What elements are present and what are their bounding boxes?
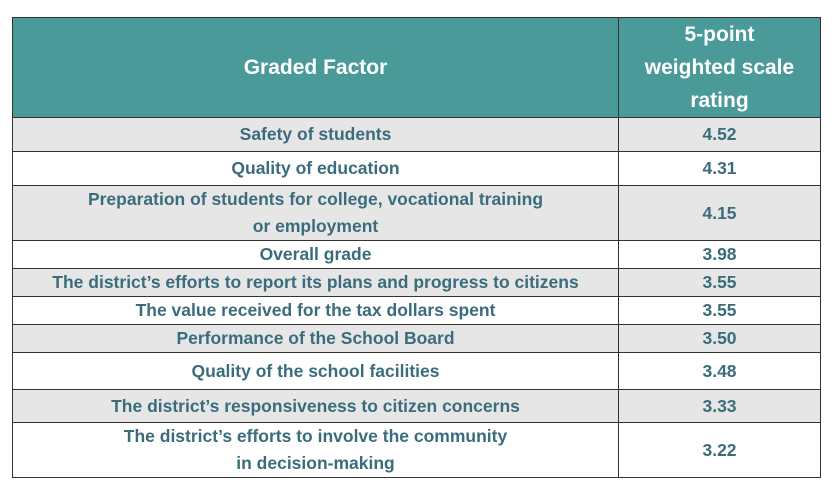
factor-cell [13,186,619,241]
rating-cell: 3.33 [619,390,821,423]
factor-line-2: in decision-making [236,453,395,473]
rating-cell: 3.55 [619,269,821,297]
factor-cell: The value received for the tax dollars spent [13,297,619,325]
factor-cell: Quality of education [13,152,619,186]
factor-cell: The district’s efforts to report its plans and progress to citizens [13,269,619,297]
factor-line-2: or employment [252,216,379,236]
rating-cell: 3.48 [619,353,821,390]
rating-cell: 4.15 [619,186,821,241]
table-row [13,423,821,478]
factor-cell [13,423,619,478]
header-graded-factor: Graded Factor [13,18,619,118]
table-row [13,118,821,152]
rating-cell: 3.22 [619,423,821,478]
table-row [13,269,821,297]
rating-cell: 4.31 [619,152,821,186]
rating-cell: 3.50 [619,325,821,353]
rating-cell: 3.98 [619,241,821,269]
table-row [13,297,821,325]
header-rating-line-2: weighted scale [644,56,795,79]
rating-cell: 3.55 [619,297,821,325]
header-rating [619,18,821,118]
factor-cell: Overall grade [13,241,619,269]
table-row [13,241,821,269]
factor-cell: The district’s responsiveness to citizen concerns [13,390,619,423]
header-rating-line-3: rating [690,89,749,112]
table-row [13,152,821,186]
header-rating-line-1: 5-point [684,23,755,46]
table-header-row [13,18,821,118]
table-row [13,325,821,353]
rating-cell: 4.52 [619,118,821,152]
factor-line-1: Preparation of students for college, vocational training [87,189,544,209]
factor-cell: Quality of the school facilities [13,353,619,390]
graded-factors-table [12,17,821,478]
factor-cell: Performance of the School Board [13,325,619,353]
table-row [13,186,821,241]
factor-line-1: The district’s efforts to involve the community [123,426,508,446]
factor-cell: Safety of students [13,118,619,152]
table-row [13,390,821,423]
table-row [13,353,821,390]
